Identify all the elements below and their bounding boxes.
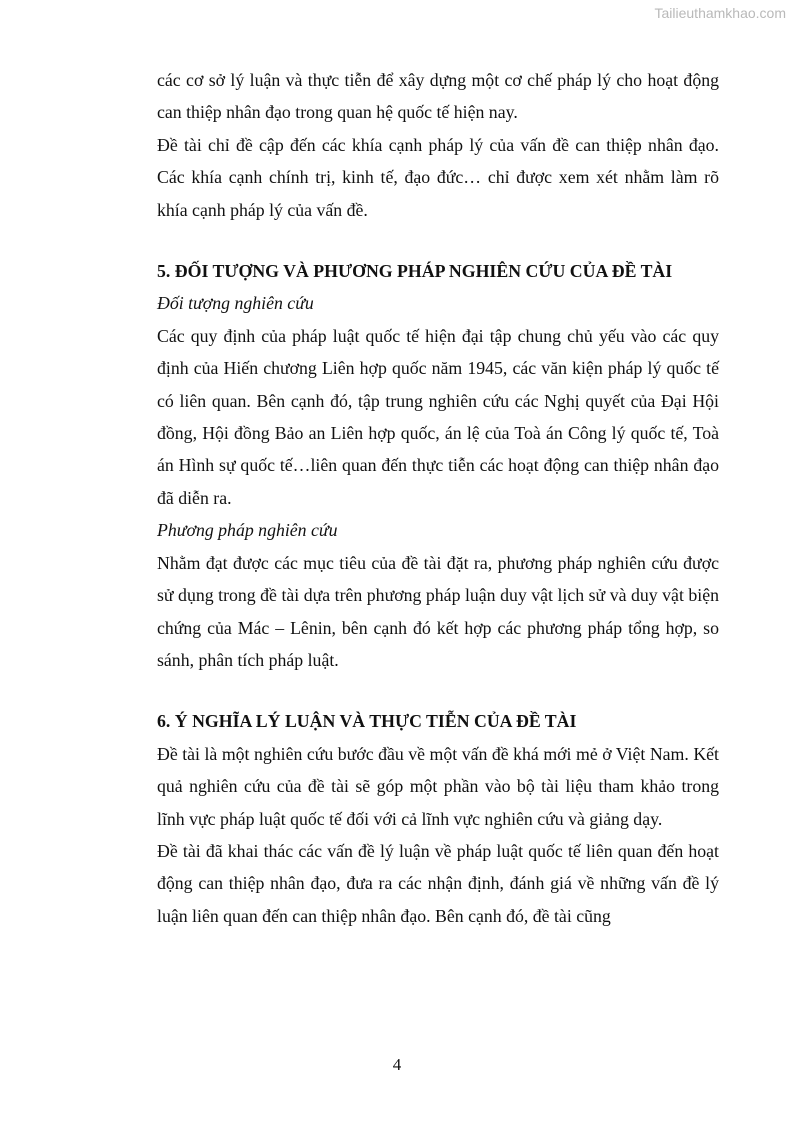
section-5-paragraph-object: Các quy định của pháp luật quốc tế hiện đại tập chung chủ yếu vào các quy định của Hiến chương Liên hợp quốc năm 1945, các văn kiện pháp lý quốc tế có liên quan. Bên cạnh đó, tập trung nghiên cứu các Nghị quyết của Đại Hội đồng, Hội đồng Bảo an Liên hợp quốc, án lệ của Toà án Công lý quốc tế, Toà án Hình sự quốc tế…liên quan đến thực tiễn các hoạt động can thiệp nhân đạo đã diễn ra.: [157, 325, 719, 508]
section-5-subheading-object: Đối tượng nghiên cứu: [157, 293, 314, 314]
page-number: 4: [392, 1055, 402, 1074]
section-6-paragraph-2: Đề tài đã khai thác các vấn đề lý luận về pháp luật quốc tế liên quan đến hoạt động can thiệp nhân đạo, đưa ra các nhận định, đánh giá về những vấn đề lý luận liên quan đến can thiệp nhân đạo. Bên cạnh đó, đề tài cũng: [157, 840, 719, 926]
section-6-paragraph-1: Đề tài là một nghiên cứu bước đầu về một vấn đề khá mới mẻ ở Việt Nam. Kết quả nghiên cứu của đề tài sẽ góp một phần vào bộ tài liệu tham khảo trong lĩnh vực pháp luật quốc tế đối với cả lĩnh vực nghiên cứu và giảng dạy.: [157, 743, 719, 829]
intro-paragraph-1: các cơ sở lý luận và thực tiễn để xây dựng một cơ chế pháp lý cho hoạt động can thiệp nhân đạo trong quan hệ quốc tế hiện nay.: [157, 70, 719, 123]
document-body: [157, 64, 719, 932]
intro-paragraph-2: Đề tài chỉ đề cập đến các khía cạnh pháp lý của vấn đề can thiệp nhân đạo. Các khía cạnh chính trị, kinh tế, đạo đức… chỉ được xem xét nhằm làm rõ khía cạnh pháp lý của vấn đề.: [157, 134, 719, 220]
section-5-paragraph-method: Nhằm đạt được các mục tiêu của đề tài đặt ra, phương pháp nghiên cứu được sử dụng trong đề tài dựa trên phương pháp luận duy vật lịch sử và duy vật biện chứng của Mác – Lênin, bên cạnh đó kết hợp các phương pháp tổng hợp, so sánh, phân tích pháp luật.: [157, 552, 719, 670]
watermark-text: Tailieuthamkhao.com: [654, 5, 786, 21]
section-6-heading: 6. Ý NGHĨA LÝ LUẬN VÀ THỰC TIỄN CỦA ĐỀ TÀI: [157, 711, 577, 732]
section-5-heading: 5. ĐỐI TƯỢNG VÀ PHƯƠNG PHÁP NGHIÊN CỨU CỦA ĐỀ TÀI: [157, 261, 673, 282]
section-5-subheading-method: Phương pháp nghiên cứu: [157, 520, 338, 541]
